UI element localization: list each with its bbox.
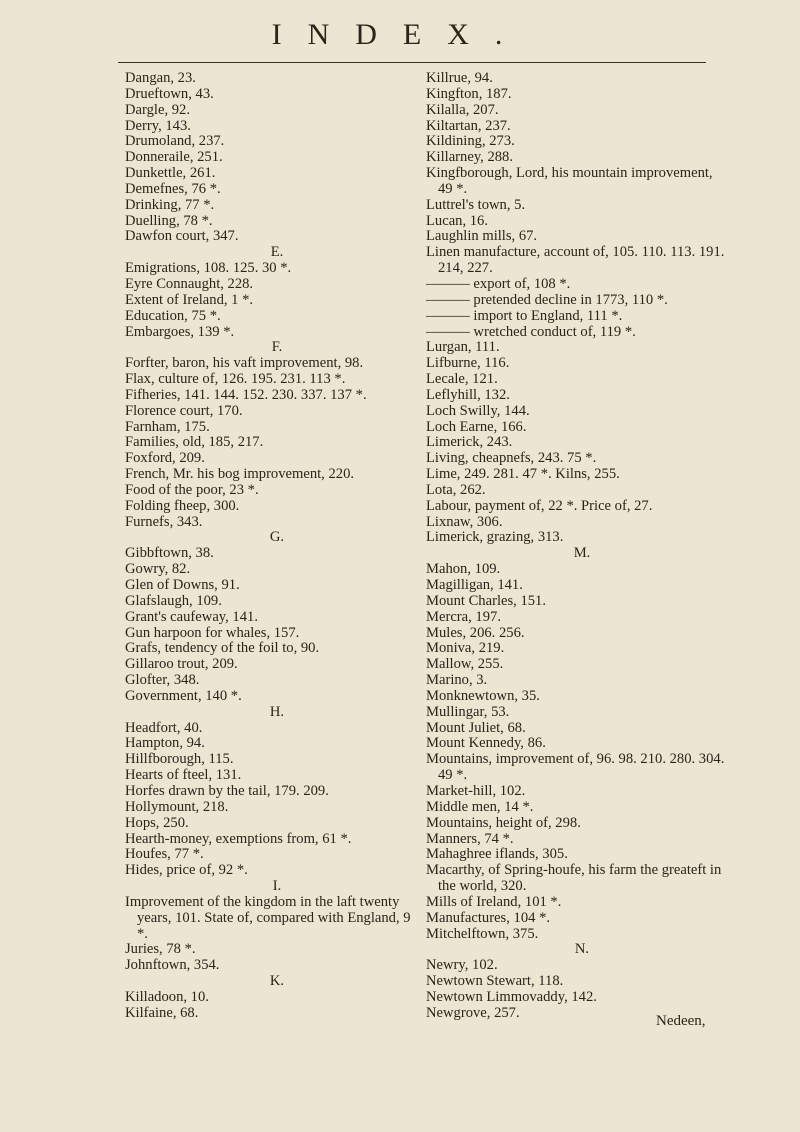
index-entry: Embargoes, 139 *. [125,323,235,340]
index-entry: Gowry, 82. [125,561,191,578]
index-entry: Food of the poor, 23 *. [125,481,259,498]
index-entry: Killarney, 288. [426,149,513,166]
index-entry: Drueftown, 43. [125,85,214,102]
index-entry: Families, old, 185, 217. [125,434,264,451]
index-entry: Mahaghree iflands, 305. [426,846,568,863]
section-letter: K. [269,973,285,990]
index-entry: Mount Kennedy, 86. [426,735,546,752]
index-entry: Gibbftown, 38. [125,545,214,562]
index-entry: Lurgan, 111. [426,339,500,356]
index-entry: Headfort, 40. [125,719,203,736]
index-entry: Johnftown, 354. [125,957,220,974]
index-entry: Labour, payment of, 22 *. Price of, 27. [426,497,653,514]
page-header: INDEX. [271,18,529,51]
index-entry: Lime, 249. 281. 47 *. Kilns, 255. [426,466,620,483]
index-entry: Emigrations, 108. 125. 30 *. [125,260,292,277]
index-entry: Laughlin mills, 67. [426,228,538,245]
index-entry: Magilligan, 141. [426,577,523,593]
index-entry: Gun harpoon for whales, 157. [125,624,300,641]
index-entry: Lixnaw, 306. [426,513,503,530]
index-entry: Drinking, 77 *. [125,196,215,213]
index-entry: Hillfborough, 115. [125,751,234,768]
index-entry: Manners, 74 *. [426,830,514,847]
index-entry: Dunkettle, 261. [125,165,216,182]
index-entry: Loch Swilly, 144. [426,402,530,419]
index-entry: ——— wretched conduct of, 119 *. [426,323,636,340]
index-entry: Derry, 143. [125,117,191,134]
index-entry: Gillaroo trout, 209. [125,656,238,673]
index-entry: Lifburne, 116. [426,355,510,372]
index-entry: Newtown Stewart, 118. [426,973,564,990]
header-rule [118,62,706,63]
index-entry: Improvement of the kingdom in the laft twenty years, 101. State of, compared with England, 9 *. [125,893,411,942]
catchword: Nedeen, [656,1013,706,1029]
index-entry: Newgrove, 257. [426,1004,520,1021]
index-entry: Kildining, 273. [426,133,515,150]
index-entry: Manufactures, 104 *. [426,909,551,926]
index-entry: Killrue, 94. [426,70,493,86]
index-entry: Foxford, 209. [125,450,205,467]
index-entry: French, Mr. his bog improvement, 220. [125,466,355,483]
index-entry: Dawfon court, 347. [125,228,239,245]
index-entry: Glofter, 348. [125,672,200,689]
index-entry: ——— pretended decline in 1773, 110 *. [426,291,668,308]
index-entry: Luttrel's town, 5. [426,196,526,213]
index-entry: Folding fheep, 300. [125,497,240,514]
index-entry: Mercra, 197. [426,608,501,625]
index-entry: Newtown Limmovaddy, 142. [426,988,597,1005]
index-entry: Furnefs, 343. [125,513,203,530]
index-entry: ——— export of, 108 *. [426,275,571,292]
index-entry: Lota, 262. [426,481,486,498]
index-entry: Kingfborough, Lord, his mountain improvement, 49 *. [426,165,713,197]
section-letter: N. [574,941,590,958]
section-letter: G. [269,529,285,546]
index-entry: Hearth-money, exemptions from, 61 *. [125,830,352,847]
section-letter: F. [271,339,283,356]
index-entry: Hollymount, 218. [125,798,229,815]
section-letter: M. [573,545,591,562]
index-entry: Lucan, 16. [426,212,489,229]
index-entry: Dargle, 92. [125,101,190,118]
index-entry: Monknewtown, 35. [426,687,540,704]
index-entry: Living, cheapnefs, 243. 75 *. [426,450,597,467]
index-entry: Kiltartan, 237. [426,117,511,134]
index-entry: Mullingar, 53. [426,703,510,720]
index-entry: Fifheries, 141. 144. 152. 230. 337. 137 *. [125,386,367,403]
index-entry: Limerick, grazing, 313. [426,529,564,546]
index-entry: Linen manufacture, account of, 105. 110. 113. 191. 214, 227. [426,244,725,277]
index-entry: Loch Earne, 166. [426,418,527,435]
index-entry: Dangan, 23. [125,70,196,86]
index-entry: Hides, price of, 92 *. [125,862,248,879]
index-entry: Mount Juliet, 68. [426,719,526,736]
index-entry: Kingfton, 187. [426,85,512,102]
right-column [426,71,726,1022]
index-entry: Hearts of fteel, 131. [125,767,242,784]
index-entry: Hops, 250. [125,814,189,831]
index-entry: Leflyhill, 132. [426,386,510,403]
index-entry: Forfter, baron, his vaft improvement, 98. [125,355,364,372]
index-entry: Kilfaine, 68. [125,1004,199,1021]
index-entry: Flax, culture of, 126. 195. 231. 113 *. [125,371,346,388]
index-entry: Houfes, 77 *. [125,846,204,863]
index-entry: Newry, 102. [426,957,498,974]
index-entry: Mules, 206. 256. [426,624,525,641]
index-entry: Killadoon, 10. [125,988,209,1005]
index-entry: Grant's caufeway, 141. [125,608,258,625]
index-entry: Farnham, 175. [125,418,210,435]
index-entry: Market-hill, 102. [426,782,526,799]
index-entry: ——— import to England, 111 *. [426,307,623,324]
index-entry: Duelling, 78 *. [125,212,213,229]
index-entry: Grafs, tendency of the foil to, 90. [125,640,320,657]
index-entry: Glen of Downs, 91. [125,577,240,593]
index-entry: Juries, 78 *. [125,941,196,958]
index-entry: Mills of Ireland, 101 *. [426,893,562,910]
index-entry: Mitchelftown, 375. [426,925,539,942]
index-entry: Demefnes, 76 *. [125,180,221,197]
index-entry: Middle men, 14 *. [426,798,534,815]
index-entry: Moniva, 219. [426,640,505,657]
section-letter: H. [269,703,285,720]
index-entry: Mount Charles, 151. [426,592,546,609]
index-entry: Mahon, 109. [426,561,501,578]
section-letter: E. [270,244,284,261]
index-entry: Kilalla, 207. [426,101,499,118]
index-entry: Mountains, height of, 298. [426,814,581,831]
index-entry: Extent of Ireland, 1 *. [125,291,254,308]
index-entry: Limerick, 243. [426,434,513,451]
index-entry: Eyre Connaught, 228. [125,275,254,292]
index-entry: Drumoland, 237. [125,133,225,150]
index-entry: Marino, 3. [426,672,488,689]
index-entry: Lecale, 121. [426,371,498,388]
index-entry: Florence court, 170. [125,402,243,419]
index-entry: Mallow, 255. [426,656,504,673]
index-entry: Glafslaugh, 109. [125,592,222,609]
index-entry: Mountains, improvement of, 96. 98. 210. 280. 304. 49 *. [426,751,725,784]
index-entry: Hampton, 94. [125,735,205,752]
index-entry: Donneraile, 251. [125,149,223,166]
left-column [125,71,417,1022]
section-letter: I. [272,878,282,895]
index-entry: Government, 140 *. [125,687,242,704]
index-entry: Macarthy, of Spring-houfe, his farm the greateft in the world, 320. [426,862,722,895]
index-entry: Education, 75 *. [125,307,221,324]
index-entry: Horfes drawn by the tail, 179. 209. [125,782,329,799]
